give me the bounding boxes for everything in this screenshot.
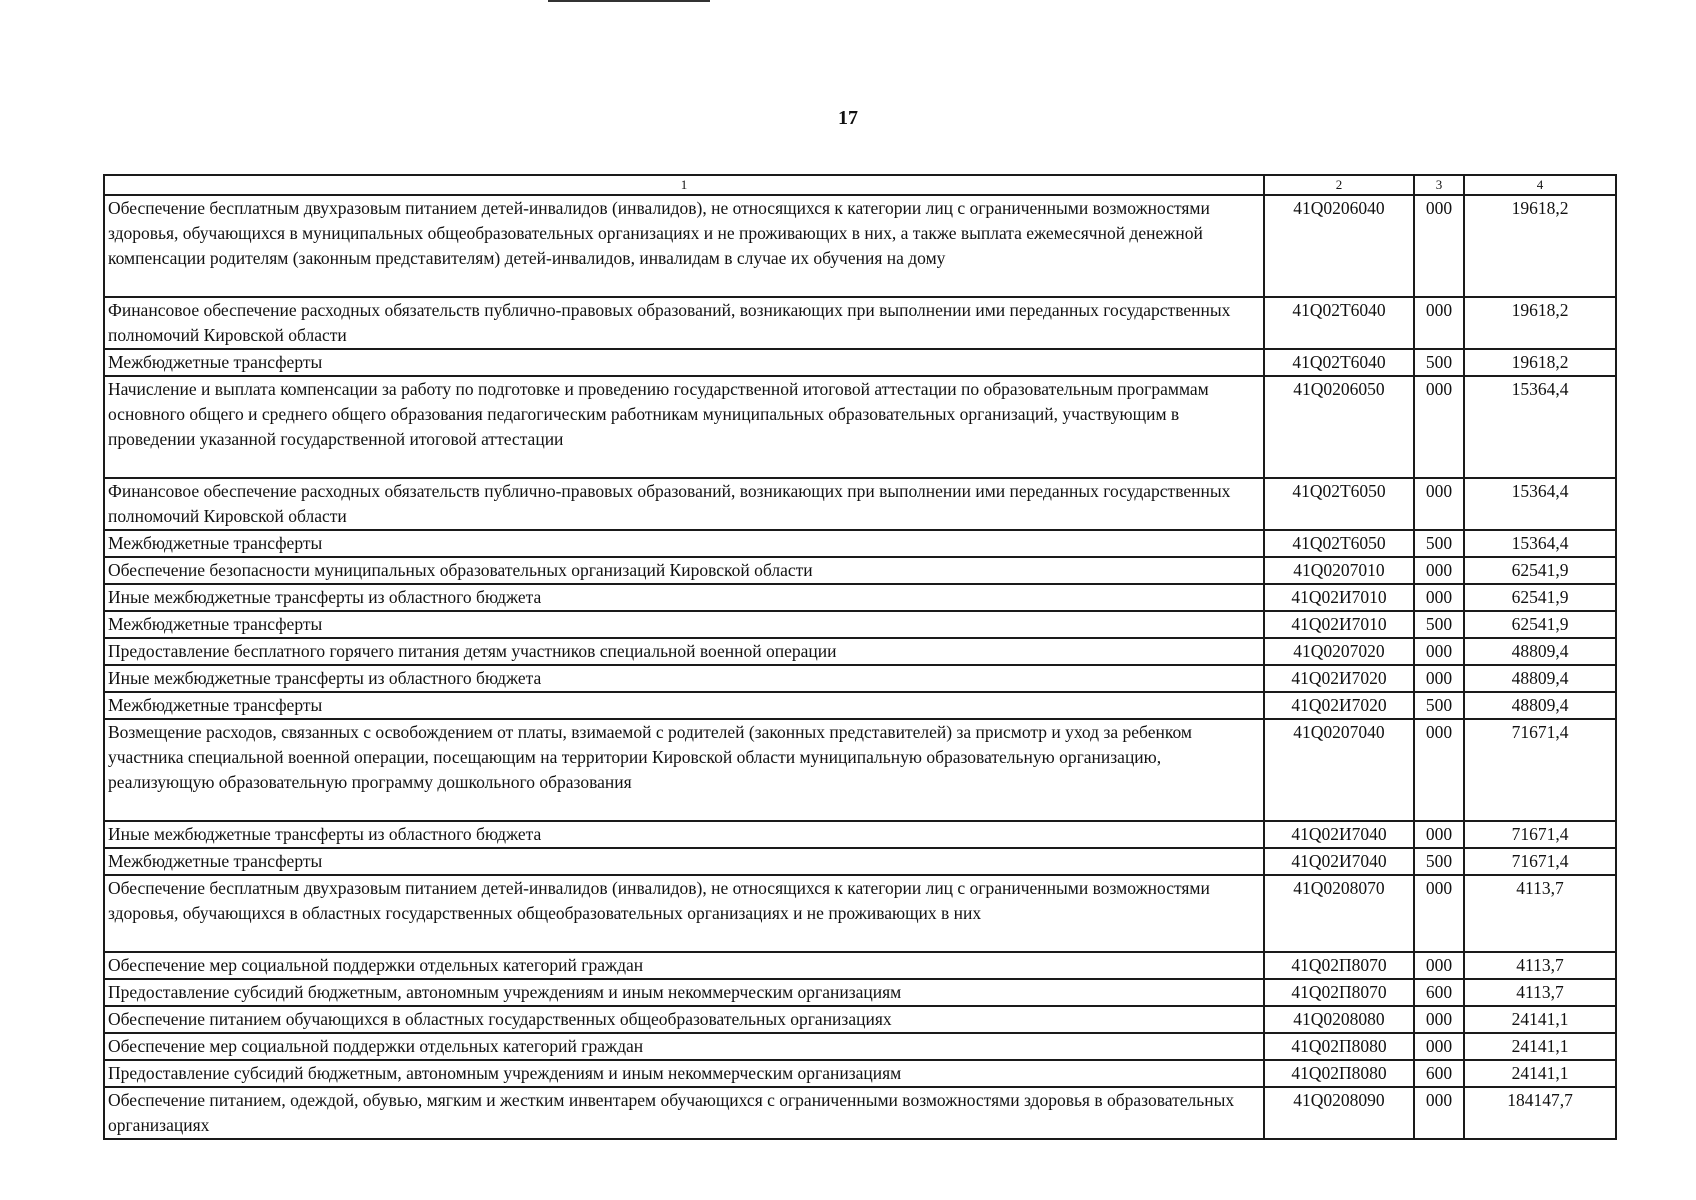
row-type: 000 xyxy=(1414,1087,1464,1139)
row-code: 41Q02И7020 xyxy=(1264,665,1414,692)
table-row xyxy=(104,1033,1616,1060)
row-name: Межбюджетные трансферты xyxy=(104,848,1264,875)
top-rule xyxy=(548,0,710,2)
row-type: 000 xyxy=(1414,478,1464,530)
row-sum: 184147,7 xyxy=(1464,1087,1616,1139)
row-name: Обеспечение питанием обучающихся в областных государственных общеобразовательных организациях xyxy=(104,1006,1264,1033)
row-code: 41Q02И7040 xyxy=(1264,848,1414,875)
row-sum: 62541,9 xyxy=(1464,611,1616,638)
row-name: Иные межбюджетные трансферты из областного бюджета xyxy=(104,821,1264,848)
header-col-1: 1 xyxy=(104,175,1264,195)
table-row xyxy=(104,719,1616,821)
row-type: 500 xyxy=(1414,349,1464,376)
row-code: 41Q0207040 xyxy=(1264,719,1414,821)
row-type: 000 xyxy=(1414,376,1464,478)
row-sum: 4113,7 xyxy=(1464,875,1616,952)
row-sum: 15364,4 xyxy=(1464,530,1616,557)
row-code: 41Q0207020 xyxy=(1264,638,1414,665)
row-type: 000 xyxy=(1414,875,1464,952)
row-name: Финансовое обеспечение расходных обязательств публично-правовых образований, возникающих при выполнении ими переданных государственных полномочий Кировской области xyxy=(104,297,1264,349)
row-code: 41Q02П8070 xyxy=(1264,979,1414,1006)
row-sum: 4113,7 xyxy=(1464,979,1616,1006)
table-row xyxy=(104,530,1616,557)
row-code: 41Q02И7020 xyxy=(1264,692,1414,719)
row-code: 41Q02Т6050 xyxy=(1264,530,1414,557)
row-sum: 71671,4 xyxy=(1464,821,1616,848)
table-row xyxy=(104,584,1616,611)
row-sum: 4113,7 xyxy=(1464,952,1616,979)
row-sum: 48809,4 xyxy=(1464,638,1616,665)
row-code: 41Q02Т6040 xyxy=(1264,297,1414,349)
row-type: 000 xyxy=(1414,584,1464,611)
header-col-2: 2 xyxy=(1264,175,1414,195)
row-name: Начисление и выплата компенсации за работу по подготовке и проведению государственной итоговой аттестации по образовательным программам основного общего и среднего общего образования педагогическим работникам муниципальных образовательных организаций, участвующим в проведении указанной государственной итоговой аттестации xyxy=(104,376,1264,478)
table-row xyxy=(104,376,1616,478)
row-code: 41Q02П8080 xyxy=(1264,1060,1414,1087)
row-sum: 19618,2 xyxy=(1464,297,1616,349)
row-code: 41Q0208070 xyxy=(1264,875,1414,952)
table-row xyxy=(104,1006,1616,1033)
row-code: 41Q02И7010 xyxy=(1264,584,1414,611)
row-sum: 24141,1 xyxy=(1464,1006,1616,1033)
row-code: 41Q0207010 xyxy=(1264,557,1414,584)
header-col-3: 3 xyxy=(1414,175,1464,195)
table-row xyxy=(104,195,1616,297)
row-sum: 48809,4 xyxy=(1464,692,1616,719)
row-code: 41Q02Т6040 xyxy=(1264,349,1414,376)
row-type: 000 xyxy=(1414,821,1464,848)
table-row xyxy=(104,557,1616,584)
row-type: 000 xyxy=(1414,952,1464,979)
row-type: 000 xyxy=(1414,665,1464,692)
row-sum: 24141,1 xyxy=(1464,1060,1616,1087)
table-row xyxy=(104,611,1616,638)
row-name: Предоставление бесплатного горячего питания детям участников специальной военной операции xyxy=(104,638,1264,665)
row-type: 600 xyxy=(1414,979,1464,1006)
row-name: Иные межбюджетные трансферты из областного бюджета xyxy=(104,665,1264,692)
table-row xyxy=(104,1087,1616,1139)
row-code: 41Q0208080 xyxy=(1264,1006,1414,1033)
row-sum: 15364,4 xyxy=(1464,376,1616,478)
row-code: 41Q0206050 xyxy=(1264,376,1414,478)
row-name: Обеспечение бесплатным двухразовым питанием детей-инвалидов (инвалидов), не относящихся к категории лиц с ограниченными возможностями здоровья, обучающихся в областных государственных общеобразовательных организациях и не проживающих в них xyxy=(104,875,1264,952)
row-sum: 62541,9 xyxy=(1464,557,1616,584)
row-name: Обеспечение мер социальной поддержки отдельных категорий граждан xyxy=(104,1033,1264,1060)
row-type: 000 xyxy=(1414,1006,1464,1033)
row-code: 41Q0206040 xyxy=(1264,195,1414,297)
table-row xyxy=(104,979,1616,1006)
header-col-4: 4 xyxy=(1464,175,1616,195)
row-code: 41Q02Т6050 xyxy=(1264,478,1414,530)
row-name: Предоставление субсидий бюджетным, автономным учреждениям и иным некоммерческим организациям xyxy=(104,1060,1264,1087)
row-sum: 48809,4 xyxy=(1464,665,1616,692)
row-name: Предоставление субсидий бюджетным, автономным учреждениям и иным некоммерческим организациям xyxy=(104,979,1264,1006)
row-code: 41Q02П8080 xyxy=(1264,1033,1414,1060)
row-type: 500 xyxy=(1414,611,1464,638)
row-name: Обеспечение мер социальной поддержки отдельных категорий граждан xyxy=(104,952,1264,979)
table-row xyxy=(104,821,1616,848)
row-code: 41Q02И7010 xyxy=(1264,611,1414,638)
row-name: Межбюджетные трансферты xyxy=(104,349,1264,376)
row-sum: 19618,2 xyxy=(1464,195,1616,297)
row-name: Межбюджетные трансферты xyxy=(104,692,1264,719)
row-type: 000 xyxy=(1414,1033,1464,1060)
budget-table xyxy=(103,174,1617,1140)
row-name: Межбюджетные трансферты xyxy=(104,611,1264,638)
row-sum: 19618,2 xyxy=(1464,349,1616,376)
row-code: 41Q02И7040 xyxy=(1264,821,1414,848)
table-row xyxy=(104,349,1616,376)
table-row xyxy=(104,1060,1616,1087)
row-type: 000 xyxy=(1414,719,1464,821)
row-type: 600 xyxy=(1414,1060,1464,1087)
table-row xyxy=(104,952,1616,979)
row-name: Иные межбюджетные трансферты из областного бюджета xyxy=(104,584,1264,611)
row-name: Межбюджетные трансферты xyxy=(104,530,1264,557)
row-code: 41Q02П8070 xyxy=(1264,952,1414,979)
row-name: Финансовое обеспечение расходных обязательств публично-правовых образований, возникающих при выполнении ими переданных государственных полномочий Кировской области xyxy=(104,478,1264,530)
table-row xyxy=(104,478,1616,530)
row-type: 000 xyxy=(1414,195,1464,297)
table-row xyxy=(104,848,1616,875)
row-name: Обеспечение безопасности муниципальных образовательных организаций Кировской области xyxy=(104,557,1264,584)
row-sum: 71671,4 xyxy=(1464,719,1616,821)
table-row xyxy=(104,692,1616,719)
row-sum: 62541,9 xyxy=(1464,584,1616,611)
table-row xyxy=(104,638,1616,665)
header-row xyxy=(104,175,1616,195)
row-type: 500 xyxy=(1414,692,1464,719)
row-name: Обеспечение питанием, одеждой, обувью, мягким и жестким инвентарем обучающихся с ограниченными возможностями здоровья в образовательных организациях xyxy=(104,1087,1264,1139)
page-number: 17 xyxy=(838,107,858,129)
row-code: 41Q0208090 xyxy=(1264,1087,1414,1139)
row-type: 000 xyxy=(1414,638,1464,665)
table-row xyxy=(104,875,1616,952)
row-sum: 71671,4 xyxy=(1464,848,1616,875)
row-sum: 24141,1 xyxy=(1464,1033,1616,1060)
table-row xyxy=(104,665,1616,692)
row-type: 000 xyxy=(1414,297,1464,349)
row-sum: 15364,4 xyxy=(1464,478,1616,530)
table-row xyxy=(104,297,1616,349)
row-type: 500 xyxy=(1414,848,1464,875)
row-name: Возмещение расходов, связанных с освобождением от платы, взимаемой с родителей (законных представителей) за присмотр и уход за ребенком участника специальной военной операции, посещающим на территории Кировской области муниципальную образовательную организацию, реализующую образовательную программу дошкольного образования xyxy=(104,719,1264,821)
row-name: Обеспечение бесплатным двухразовым питанием детей-инвалидов (инвалидов), не относящихся к категории лиц с ограниченными возможностями здоровья, обучающихся в муниципальных общеобразовательных организациях и не проживающих в них, а также выплата ежемесячной денежной компенсации родителям (законным представителям) детей-инвалидов, инвалидам в случае их обучения на дому xyxy=(104,195,1264,297)
row-type: 500 xyxy=(1414,530,1464,557)
row-type: 000 xyxy=(1414,557,1464,584)
